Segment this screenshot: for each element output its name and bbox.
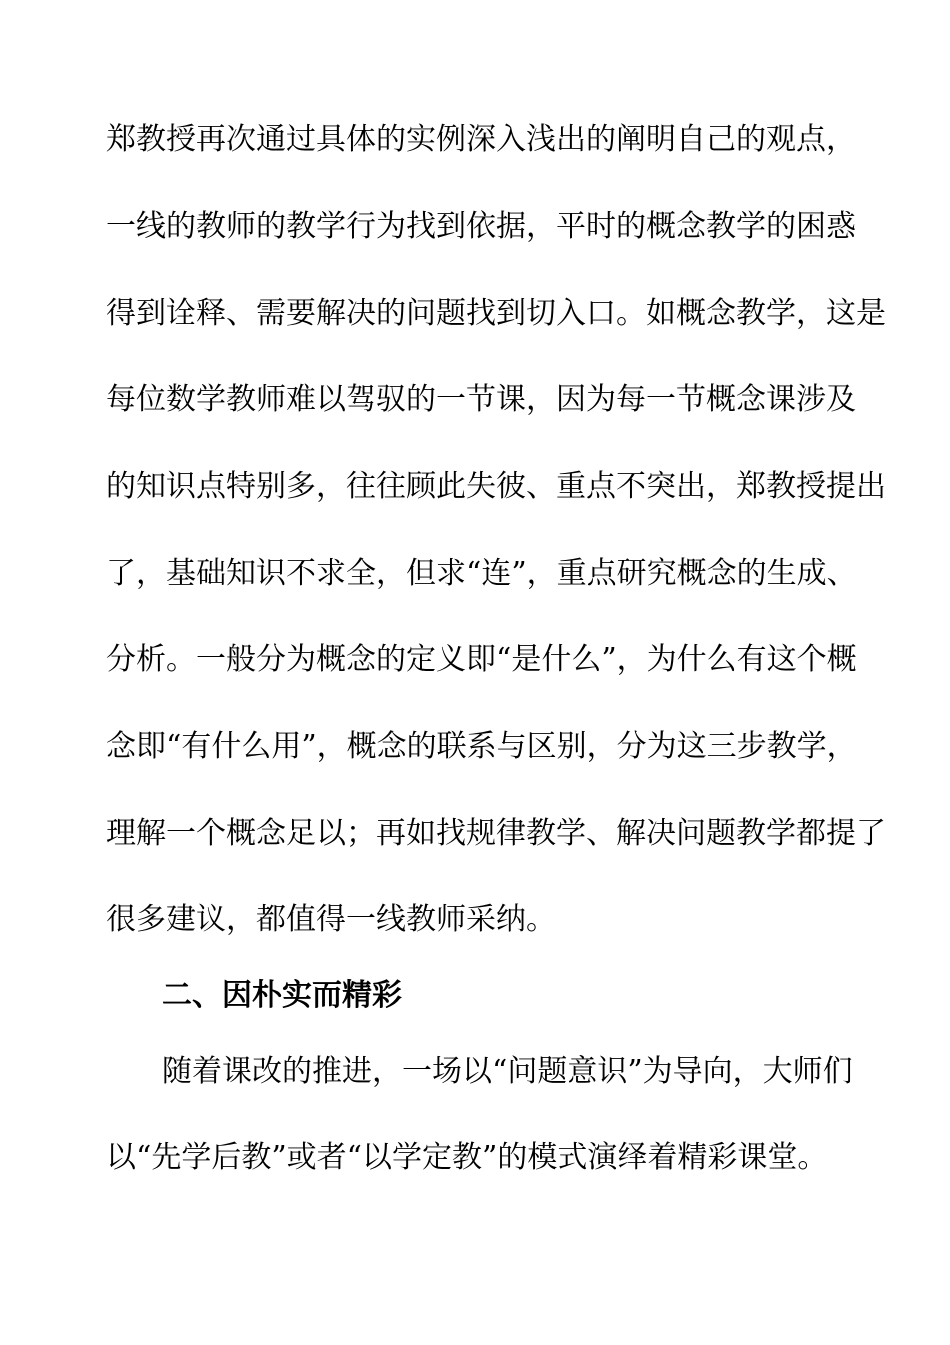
paragraph-line: 了，基础知识不求全，但求“连”，重点研究概念的生成、 — [106, 556, 857, 591]
paragraph-line: 的知识点特别多，往往顾此失彼、重点不突出，郑教授提出 — [106, 469, 886, 504]
section-heading: 二、因朴实而精彩 — [162, 978, 402, 1013]
paragraph-line: 郑教授再次通过具体的实例深入浅出的阐明自己的观点， — [106, 122, 856, 157]
paragraph-line: 一线的教师的教学行为找到依据，平时的概念教学的困惑 — [106, 209, 856, 244]
paragraph-line: 念即“有什么用”，概念的联系与区别，分为这三步教学， — [106, 729, 857, 764]
paragraph-line: 以“先学后教”或者“以学定教”的模式演绎着精彩课堂。 — [106, 1140, 828, 1175]
paragraph-line: 很多建议，都值得一线教师采纳。 — [106, 902, 556, 937]
paragraph-line: 理解一个概念足以；再如找规律教学、解决问题教学都提了 — [106, 816, 886, 851]
paragraph-line: 随着课改的推进，一场以“问题意识”为导向，大师们 — [162, 1054, 853, 1089]
paragraph-line: 得到诠释、需要解决的问题找到切入口。如概念教学，这是 — [106, 296, 886, 331]
paragraph-line: 每位数学教师难以驾驭的一节课，因为每一节概念课涉及 — [106, 382, 856, 417]
paragraph-line: 分析。一般分为概念的定义即“是什么”，为什么有这个概 — [106, 642, 857, 677]
